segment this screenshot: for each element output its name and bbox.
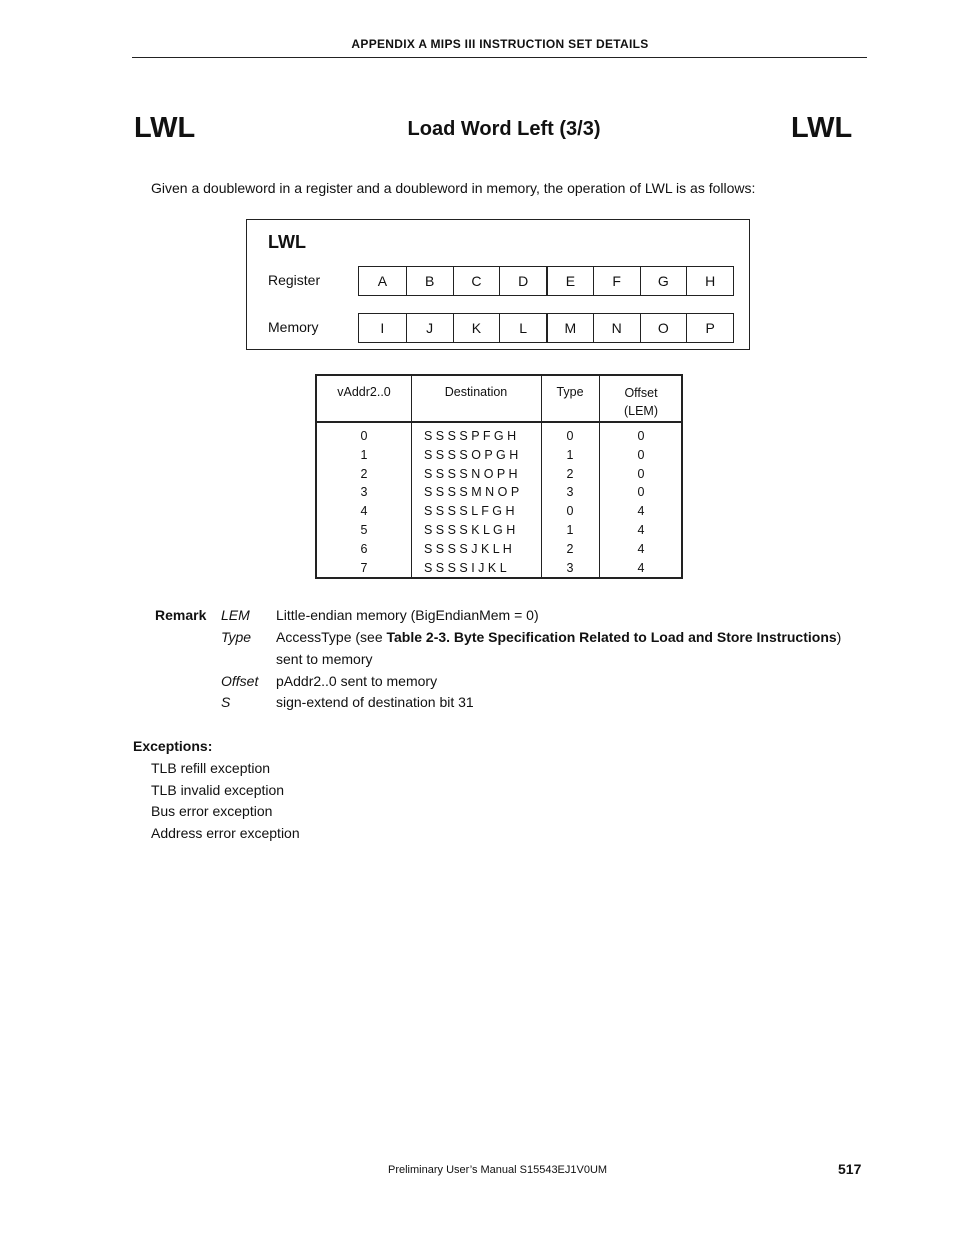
operation-table	[315, 374, 683, 579]
table-cell: S S S S I J K L	[424, 560, 507, 575]
remark-term-lem: LEM	[221, 607, 250, 623]
mnemonic-left: LWL	[134, 112, 196, 144]
memory-cell: J	[406, 314, 453, 342]
table-cell: 4	[637, 560, 645, 575]
table-cell: 1	[566, 522, 574, 537]
table-cell: S S S S J K L H	[424, 541, 512, 556]
header-destination: Destination	[444, 385, 508, 399]
memory-cell: N	[593, 314, 640, 342]
header-offset-line1: Offset	[624, 386, 658, 400]
table-divider	[411, 376, 412, 577]
table-cell: 0	[637, 466, 645, 481]
table-cell: 4	[637, 541, 645, 556]
footer-manual: Preliminary User’s Manual S15543EJ1V0UM	[388, 1164, 608, 1176]
register-cell: A	[377, 273, 388, 289]
table-cell: S S S S P F G H	[424, 429, 517, 443]
table-cell: 0	[360, 429, 368, 443]
memory-cell: M	[546, 314, 593, 342]
remark-desc-lem: Little-endian memory (BigEndianMem = 0)	[276, 607, 539, 623]
register-cell: B	[406, 267, 453, 295]
header-type: Type	[556, 385, 584, 399]
register-cell: G	[640, 267, 687, 295]
exception-item: Address error exception	[151, 825, 300, 841]
remark-label: Remark	[155, 607, 207, 623]
remark-term-type: Type	[221, 629, 252, 645]
table-cell: S S S S M N O P	[424, 485, 520, 500]
remark-desc-type	[276, 629, 866, 645]
table-cell: 7	[360, 560, 368, 575]
table-cell: 0	[637, 429, 645, 443]
table-cell: 2	[360, 466, 368, 481]
intro-paragraph: Given a doubleword in a register and a doubleword in memory, the operation of LWL is as follows:	[151, 180, 756, 196]
destination-column	[424, 427, 541, 577]
table-header-rule	[317, 421, 681, 423]
register-label: Register	[268, 272, 321, 288]
memory-cell: O	[640, 314, 687, 342]
table-cell: 5	[360, 522, 368, 537]
table-cell: 3	[566, 560, 574, 575]
type-column	[541, 427, 599, 577]
table-cell: 3	[566, 485, 574, 500]
diagram-title: LWL	[268, 232, 306, 252]
exception-item: Bus error exception	[151, 803, 273, 819]
header-vaddr: vAddr2..0	[337, 385, 391, 399]
table-cell: 2	[566, 541, 574, 556]
header-rule	[132, 57, 867, 58]
table-cell: 6	[360, 541, 368, 556]
table-cell: 0	[566, 504, 574, 519]
running-header: APPENDIX A MIPS III INSTRUCTION SET DETAILS	[351, 37, 649, 51]
register-cells	[358, 266, 734, 296]
type-desc-post: )	[836, 629, 842, 645]
table-cell: 4	[360, 504, 368, 519]
register-cell: C	[453, 267, 500, 295]
exception-item: TLB invalid exception	[151, 782, 285, 798]
memory-cell: I	[380, 320, 385, 336]
register-cell: E	[546, 267, 593, 295]
remark-term-offset: Offset	[221, 673, 259, 689]
vaddr-column	[317, 427, 411, 577]
table-cell: 0	[637, 485, 645, 500]
register-cell: H	[686, 267, 733, 295]
table-cell: 0	[637, 447, 645, 462]
exceptions-title: Exceptions:	[133, 738, 213, 754]
table-cell: S S S S O P G H	[424, 447, 519, 462]
page-number: 517	[838, 1161, 862, 1177]
table-cell: 1	[566, 447, 574, 462]
remark-desc-type-line2: sent to memory	[276, 651, 373, 667]
table-cell: 4	[637, 522, 645, 537]
memory-label: Memory	[268, 319, 319, 335]
lwl-diagram	[246, 219, 750, 350]
table-cell: 2	[566, 466, 574, 481]
page-title: Load Word Left (3/3)	[407, 118, 601, 140]
register-cell: F	[593, 267, 640, 295]
header-offset-line2: (LEM)	[623, 404, 659, 418]
type-desc-pre: AccessType (see	[276, 629, 387, 645]
table-cell: S S S S L F G H	[424, 504, 515, 519]
table-cell: 4	[637, 504, 645, 519]
memory-cell: P	[686, 314, 733, 342]
memory-cells	[358, 313, 734, 343]
table-cell: 3	[360, 485, 368, 500]
offset-column	[599, 427, 683, 577]
table-cell: S S S S K L G H	[424, 522, 516, 537]
table-cell: 0	[566, 429, 574, 443]
header-offset	[599, 384, 683, 420]
table-reference: Table 2-3. Byte Specification Related to Load and Store Instructions	[386, 629, 837, 645]
table-cell: 1	[360, 447, 368, 462]
mnemonic-right: LWL	[791, 112, 853, 144]
remark-desc-s: sign-extend of destination bit 31	[276, 694, 474, 710]
register-cell: D	[499, 267, 546, 295]
remark-term-s: S	[221, 694, 231, 710]
memory-cell: L	[499, 314, 546, 342]
remark-desc-offset: pAddr2..0 sent to memory	[276, 673, 438, 689]
memory-cell: K	[453, 314, 500, 342]
table-cell: S S S S N O P H	[424, 466, 518, 481]
exception-item: TLB refill exception	[151, 760, 271, 776]
